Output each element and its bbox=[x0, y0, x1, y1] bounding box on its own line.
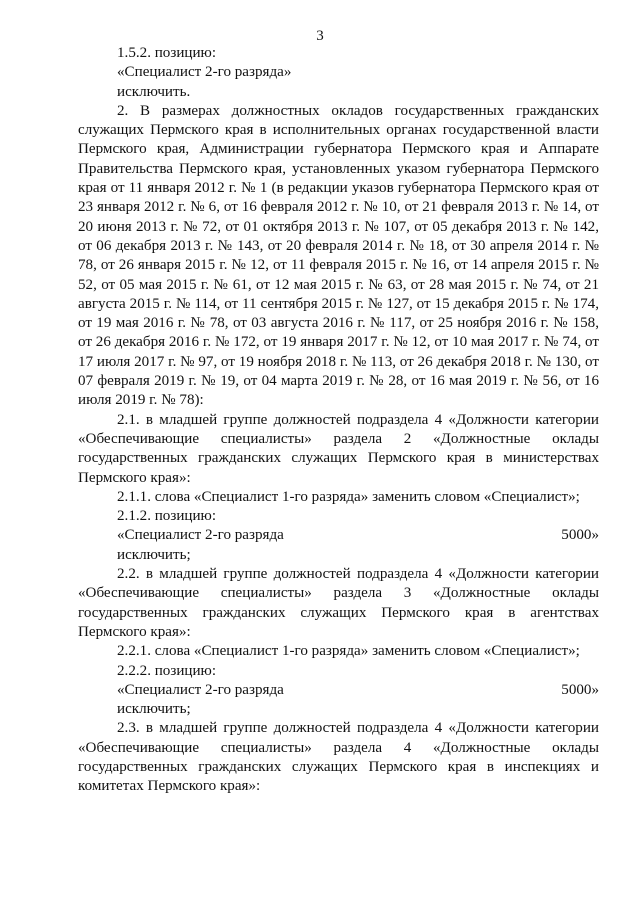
position-row bbox=[78, 681, 599, 700]
clause-2-2-1: 2.2.1. слова «Специалист 1-го разряда» заменить словом «Специалист»; bbox=[117, 643, 580, 660]
clause-2-1-2: 2.1.2. позицию: bbox=[117, 508, 217, 525]
position-name: «Специалист 2-го разряда bbox=[117, 681, 284, 698]
clause-2-2-2: 2.2.2. позицию: bbox=[117, 662, 217, 679]
position-row bbox=[78, 526, 599, 545]
position-quote: «Специалист 2-го разряда» bbox=[117, 64, 292, 81]
position-salary: 5000» bbox=[561, 681, 599, 698]
clause-2-1-1: 2.1.1. слова «Специалист 1-го разряда» заменить словом «Специалист»; bbox=[117, 488, 580, 505]
clause-2-2: 2.2. в младшей группе должностей подраздела 4 «Должности категории «Обеспечивающие специалисты» раздела 3 «Должностные оклады государственных гражданских служащих Пермского края в агентствах Пермского края»: bbox=[78, 566, 599, 640]
clause-2-preamble: 2. В размерах должностных окладов государственных гражданских служащих Пермского края в исполнительных органах государственной власти Пермского края, Администрации губернатора Пермского края и Аппарате Правительства Пермского края, установленных указом губернатора Пермского края от 11 января 2012 г. № 1 (в редакции указов губернатора Пермского края от 23 января 2012 г. № 6, от 16 февраля 2012 г. № 10, от 21 февраля 2013 г. № 14, от 20 июня 2013 г. № 72, от 01 октября 2013 г. № 107, от 05 декабря 2013 г. № 142, от 06 декабря 2013 г. № 143, от 20 февраля 2014 г. № 18, от 30 апреля 2014 г. № 78, от 26 января 2015 г. № 12, от 11 февраля 2015 г. № 16, от 14 апреля 2015 г. № 52, от 05 мая 2015 г. № 61, от 12 мая 2015 г. № 63, от 28 мая 2015 г. № 74, от 21 августа 2015 г. № 114, от 11 сентября 2015 г. № 127, от 15 декабря 2015 г. № 174, от 19 мая 2016 г. № 78, от 03 августа 2016 г. № 117, от 25 ноября 2016 г. № 158, от 26 декабря 2016 г. № 172, от 19 января 2017 г. № 12, от 10 мая 2017 г. № 74, от 17 июля 2017 г. № 97, от 19 ноября 2018 г. № 113, от 26 декабря 2018 г. № 130, от 07 февраля 2019 г. № 19, от 04 марта 2019 г. № 28, от 16 мая 2019 г. № 56, от 16 июля 2019 г. № 78): bbox=[78, 102, 599, 409]
position-salary: 5000» bbox=[561, 527, 599, 544]
document-body bbox=[78, 44, 599, 797]
exclude-text: исключить; bbox=[117, 546, 191, 563]
clause-2-1: 2.1. в младшей группе должностей подраздела 4 «Должности категории «Обеспечивающие специалисты» раздела 2 «Должностные оклады государственных гражданских служащих Пермского края в министерствах Пермского края»: bbox=[78, 411, 599, 486]
exclude-text: исключить. bbox=[117, 83, 191, 100]
exclude-text: исключить; bbox=[117, 701, 191, 718]
position-name: «Специалист 2-го разряда bbox=[117, 527, 284, 544]
clause-1-5-2: 1.5.2. позицию: bbox=[117, 45, 217, 61]
clause-2-3: 2.3. в младшей группе должностей подраздела 4 «Должности категории «Обеспечивающие специалисты» раздела 4 «Должностные оклады государственных гражданских служащих Пермского края в инспекциях и комитетах Пермского края»: bbox=[78, 720, 599, 795]
page-number: 3 bbox=[316, 28, 324, 44]
